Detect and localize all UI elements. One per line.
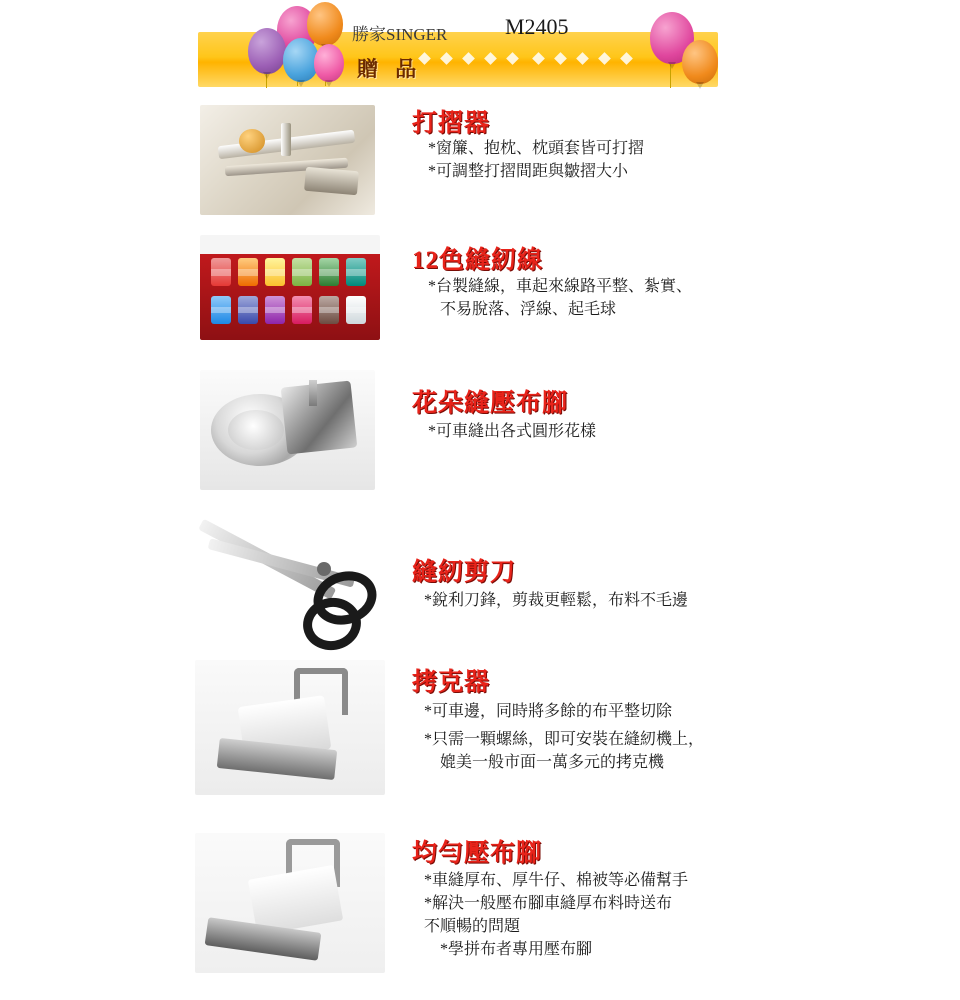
model-number: M2405 bbox=[505, 14, 569, 39]
product-title: 花朵縫壓布腳 bbox=[412, 390, 569, 417]
product-row-thread-set bbox=[0, 230, 960, 365]
product-row-overlocker-foot bbox=[0, 650, 960, 825]
header-banner bbox=[0, 0, 960, 95]
product-detail-line: *學拼布者專用壓布腳 bbox=[440, 941, 593, 958]
product-detail-line: *車縫厚布、厚牛仔、棉被等必備幫手 bbox=[424, 872, 689, 889]
product-row-flower-presser-foot bbox=[0, 365, 960, 510]
product-detail-line: *可調整打摺間距與皺摺大小 bbox=[428, 163, 629, 180]
product-title: 打摺器 bbox=[412, 110, 491, 137]
product-detail-line: *銳利刀鋒，剪裁更輕鬆，布料不毛邊 bbox=[424, 592, 689, 609]
product-title: 12色縫紉線 bbox=[412, 247, 544, 274]
overlocker-foot-photo bbox=[195, 660, 385, 795]
banner-dot-decoration bbox=[420, 50, 660, 68]
balloon-pink bbox=[314, 44, 344, 82]
product-detail-line: *只需一顆螺絲，即可安裝在縫紉機上， bbox=[424, 731, 705, 748]
balloon-purple bbox=[248, 28, 286, 74]
product-row-sewing-scissors bbox=[0, 510, 960, 650]
flower-presser-foot-photo bbox=[200, 370, 375, 490]
product-detail-line: *可車縫出各式圓形花樣 bbox=[428, 423, 597, 440]
even-feed-foot-photo bbox=[195, 833, 385, 973]
scissors-pivot bbox=[317, 562, 331, 576]
gift-label: 贈 品 bbox=[357, 57, 423, 81]
product-detail-line: 不順暢的問題 bbox=[424, 918, 521, 935]
product-row-ruffler bbox=[0, 95, 960, 230]
product-detail-line: *台製縫線，車起來線路平整、紮實、 bbox=[428, 278, 693, 295]
product-title: 均勻壓布腳 bbox=[412, 840, 543, 867]
product-row-even-feed-foot bbox=[0, 825, 960, 1000]
product-detail-line: 媲美一般市面一萬多元的拷克機 bbox=[440, 754, 665, 771]
balloon-orange-right bbox=[682, 40, 718, 84]
product-title: 縫紉剪刀 bbox=[412, 559, 517, 586]
product-detail-line: *解決一般壓布腳車縫厚布料時送布 bbox=[424, 895, 673, 912]
brand-name: 勝家SINGER bbox=[352, 25, 448, 44]
product-detail-line: *窗簾、抱枕、枕頭套皆可打摺 bbox=[428, 140, 645, 157]
thread-set-photo bbox=[200, 235, 380, 340]
product-detail-line: 不易脫落、浮線、起毛球 bbox=[440, 301, 617, 318]
ruffler-photo bbox=[200, 105, 375, 215]
product-detail-line: *可車邊，同時將多餘的布平整切除 bbox=[424, 703, 673, 720]
sewing-scissors-photo bbox=[195, 510, 390, 640]
balloon-orange bbox=[307, 2, 343, 46]
product-title: 拷克器 bbox=[412, 669, 491, 696]
